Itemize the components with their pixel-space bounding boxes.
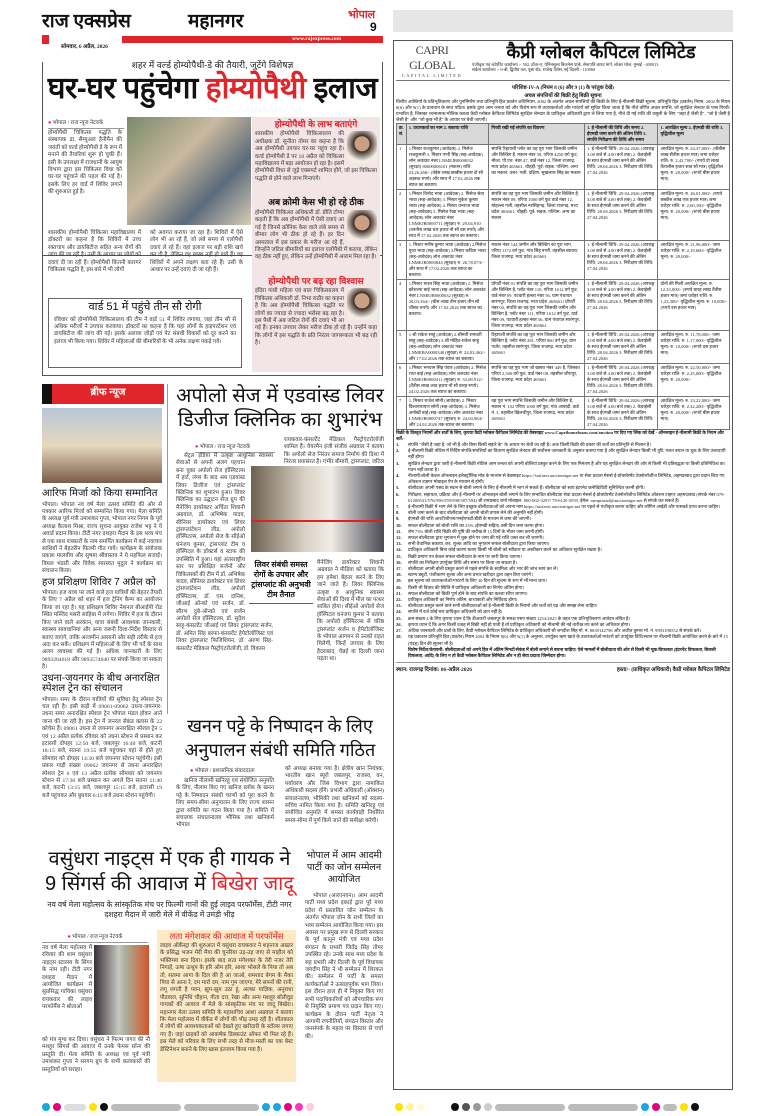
page-number: 9	[370, 20, 377, 34]
body-paragraph: को अवगत कराया जा रहा है। शिविरों में ऐसे लोग भी आ रहे हैं, जो लंबे समय से एलोपैथी दवाएं ले रहे हैं। वहां इलाज पर बड़ी राशि खर्च कर दी है, लेकिन वह स्वस्थ नहीं हो पाये हैं। वह शिविरों में अपने लक्षण बता रहे हैं। उसी के आधार पर उन्हें दवाएं दी जा रही हैं।	[150, 230, 243, 274]
headline-part: घर-घर पहुंचेगा	[47, 72, 206, 105]
ribbon	[251, 520, 384, 522]
company-title: कैप्री ग्लोबल कैपिटल लिमिटेड	[506, 42, 696, 62]
ward-text: रविवार को होम्योपैथी चिकित्सालय की टीम ने वार्ड 51 में शिविर लगाया, जहां तीन सौ से अधिक मरीजों ने उपचार करवाया। डॉक्टरों का कहना है कि यहां लोगों के हाइपरटेंशन एवं डायबिटीज की जांच की गई। इसके अलावा जोड़ों एवं पेट संबंधी विकारों को दूर करने का इलाज भी किया गया। शिविर में महिलाओं की बीमारियों के भी अनेक लक्षण पकड़े गये।	[54, 316, 236, 345]
cell-sr: 6	[397, 364, 407, 397]
term-text: संपत्ति "जैसी है जहां है, जो भी है और बिना किसी सहारे के" के आधार पर बेची जा रही है। अतः किसी बिक्री की प्रकार की शर्तों का प्रतिभूति से मिलान है।	[408, 442, 651, 447]
sidebar-title: अब क्रोमी केस भी हो रहे ठीक	[268, 197, 364, 208]
term-number: 6.	[396, 491, 400, 497]
headline-highlight: होम्योपैथी	[205, 72, 306, 105]
top-grey-strip	[393, 10, 733, 32]
term-number: 21.	[396, 590, 402, 596]
byline: ● भोपाल / राज न्यूज नेटवर्क	[195, 442, 275, 453]
body-paragraph: सेंट्रल इंडिया में उत्कृष्ट आधुनिक स्वास्थ्य सेवाओं से अपनी अलग पहचान बना चुका अपोलो सेज हॉस्पिटल्स में हार्ट, लंग्स के बाद अब एडवांस्ड लिवर डिजीज एवं ट्रांसप्लांट क्लिनिक का शुभारंभ हुआ। लिवर क्लिनिक का उद्घाटन सेज ग्रुप की मैनेजिंग डायरेक्टर अर्चिता शिवानी अग्रवाल, डॉ. अभिषेक यादव, सीनियर डायरेक्टर एवं लिवर ट्रांसप्लांटेशन लीड, अपोलो हॉस्पिटल्स, अपोलो सेज के सीईओ धनंजय कुमार, ट्रांसप्लांट टीम व हॉस्पिटल के डॉक्टर्स व स्टाफ की उपस्थिति में हुआ। यहां अंतरराष्ट्रीय स्तर पर प्रशिक्षित सर्जनों और चिकित्सकों की टीम में डॉ. अभिषेक यादव, सीनियर डायरेक्टर एवं लिवर ट्रांसप्लांटेशन लीड, अपोलो हॉस्पिटल्स, डॉ. एस. दानिश, जीआई ऑन्को एवं सर्जन, डॉ. सौरभ दुबे-ऑन्को एवं सर्जन अपोलो सेज हॉस्पिटल्स, डॉ. सुदेश साहू-कंसल्टेंट जीआई एवं लिवर ट्रांसप्लांट सर्जन, डॉ. अमित सिंह बरफा-कंसल्टेंट हेपेटोलॉजिस्ट एवं लिवर ट्रांसप्लांट फिजिशियन, डॉ. अरुण सिंह-कंसल्टेंट मेडिकल गैस्ट्रोएंटरोलॉजी, डॉ. विकास	[176, 453, 273, 652]
edition-city: भोपाल	[348, 9, 376, 21]
term-text: यह प्रकाशन प्रतिभूति हित (प्रवर्तन) नियम 2002 के नियम 8(6) और 9(1) के अनुसार, उपर्युक्त ऋण खाते के उधारकर्ताओं/गारंटरों को उपर्युक्त तिथि/स्थान पर नीलामी बिक्री आयोजित करने के बारे में 15 (पंद्रह) दिन की सूचना भी है।	[408, 634, 728, 646]
body-paragraph: को अध्यक्ष बनाया गया है। क्षेत्रीय खान नियंत्रक, भारतीय खान ब्यूरो जबलपुर, राजस्व, वन, पर्यावरण और जिस विभाग द्वारा नामांकित अधिकारी सदस्य होंगे। प्रभारी अधिकारी (ऑक्शन) संचालनालय, भौमिकी तथा खनिकर्म को सदस्य-सचिव नामित किया गया है। समिति खनिरहू एवं संयोजित अनुमति में समस्त कार्यवाही निर्धारित समय-सीमा में पूर्ण किये जाने की समीक्षा करेगी।	[285, 766, 384, 824]
brief-title: उधना-जयनगर के बीच अनारक्षित स्पेशल ट्रेन का संचालन	[42, 672, 160, 695]
mining-headline: खनन पट्टे के निष्पादन के लिए अनुपालन संबंधी समिति गठित	[184, 716, 376, 760]
registered-address: पंजीकृत एवं कॉर्पोरेट कार्यालय :- 502, टॉवर-ए, पेनिनसुला बिजनेस पार्क, सेनापति बापट मार्ग, लोअर परेल, मुम्बई - 400013	[472, 61, 659, 67]
headline-part: 9 सिंगर्स की आवाज में	[45, 873, 212, 895]
term-number: 18.	[396, 572, 402, 578]
notice-intro: वित्तीय आस्तियों के प्रतिभूतिकरण और पुनर्निर्माण तथा प्रतिभूति हित प्रवर्तन अधिनियम, 2002 के अंतर्गत अचल संपत्तियों की बिक्री के लिए ई-नीलामी बिक्री सूचना, प्रतिभूति हित (प्रवर्तन) नियम, 2002 के नियम 8(6) और 9(1) के प्रावधान के साथ पठित। इसके द्वारा आम जनता को और विशेष रूप से उधारकर्ताओं और गारंटरों को सूचित किया जाता है कि नीचे वर्णित अचल संपत्ति, जो सुरक्षित लेनदार के पास गिरवी/प्रभारित है, जिसका रचनात्मक/भौतिक कब्जा कैप्री ग्लोबल कैपिटल लिमिटेड सुरक्षित लेनदार के प्राधिकृत अधिकारी द्वारा ले लिया गया है, नीचे दी गई राशि की वसूली के लिए "जहां है जैसी है", "जो है जैसी है जैसी है" और "जो कुछ भी है" के आधार पर बेची जाएगी।	[396, 99, 730, 122]
term-text: किसी भी विवाद की स्थिति में प्राधिकृत अधिकारी का निर्णय अंतिम होगा।	[408, 584, 525, 590]
award-photo	[42, 408, 162, 483]
term-number: 23.	[396, 603, 402, 609]
body-paragraph: शासकीय होम्योपैथी चिकित्सा महाविद्यालय में डॉक्टरों का कहना है कि शिविरों में उच्च रक्तचाप और डायबिटीज सहित अन्य रोगों की जांच की जा रही है। उसी के आधार पर लोगों को दवाएं दी जा रही हैं। होम्योपैथी कितनी कारगर चिकित्सा पद्धति है, इस बारे में भी लोगों	[48, 230, 141, 274]
term-text: इस सूचना को उधारकर्ताओं/गारंटरों के लिए 30 दिन की सूचना के रूप में भी माना जाए।	[408, 578, 547, 584]
cell-dates: 1. ई-नीलामी तिथि: 29.04.2026 (अपराह्न 3.00 बजे से 4.00 बजे तक) 2. केवाईसी के साथ ईएमडी जमा करने की अंतिम तिथि: 28.04.2026 3. निरीक्षण की तिथि: 27.04.2026	[584, 190, 657, 241]
cell-borrower: 1.मिस्टर राजकुमार (आवेदक) 2. मिसेज राजकुमारी 3. मिस्टर पप्पी सिंह (सह-आवेदक) लोन अकाउंट नंबर LNMEJB0000032 (सुरक्षा) 80000006101 (मकान) राशि: 23,26,268/- (तेईस लाख छब्बीस हजार दो सौ अड़सठ रुपये) और साथ में 17.02.2026 तक ब्याज का बकाया।	[406, 145, 489, 190]
property-table	[396, 123, 730, 430]
cell-dates: 1. ई-नीलामी तिथि: 29.04.2026 (अपराह्न 3.00 बजे से 4.00 बजे तक) 2. केवाईसी के साथ ईएमडी जमा करने की अंतिम तिथि: 28.04.2026 3. निरीक्षण की तिथि: 27.04.2026	[584, 364, 657, 397]
cell-property: रिहायशी संपत्ति का वह पूरा भाग जिसकी जमीन और बिल्डिंग है, प्लॉट नंबर 281, एरिया 860 वर्ग फुट, ग्राम पचोर, तहसील सारंगपुर, जिला राजगढ़, मध्य प्रदेश 465661	[489, 331, 585, 364]
table-row	[397, 190, 730, 241]
appendix: परिशिष्ट-IV-A (नियम 8 (6) और 9 (1) के परंतुक देखें)	[512, 85, 614, 91]
term-text: ई-नीलामी बिक्री में भाग लेने के लिए इच्छुक बोलीदाताओं को अपना नाम https://sarfaesi.auctiontiger.net पर पहले से पंजीकृत करना चाहिए और लॉगिन आईडी और पासवर्ड प्राप्त करना चाहिए।	[408, 504, 721, 510]
ward-title: वार्ड 51 में पहुंचे तीन सौ रोगी	[88, 301, 202, 313]
term-number: 17.	[396, 566, 402, 572]
cell-price: आरक्षित मूल्य: रु. 21,96,000/- जमा धरोहर राशि: रु. 2,19,600/- वृद्धिशील मूल्य: रु. 20,000/-	[658, 241, 730, 280]
place-date: स्थान: राजगढ़ दिनांक: 06-अप्रैल-2026	[396, 666, 473, 673]
cell-borrower: 1.मिस्टर विनोद भावा (आवेदक) 2. मिसेज सेवा भावा (सह-आवेदक) 3. मिस्टर मुकेश कुमार भावा (सह-आवेदक) 4. मिस्टर धनराज भावा (सह-आवेदक) 5. मिसेज रेखा भावा (सह-आवेदक) लोन अकाउंट नंबर LNMEJB0000711 (सुरक्षा) रु. 29,04,910 (उनतीस लाख चार हजार नौ सौ दस रुपये) और साथ में 17.02.2026 तक ब्याज का बकाया।	[406, 190, 489, 241]
camp-photo	[127, 117, 251, 225]
term-text: ईएमडी की राशि आरटीजीएस/एनईएफटी/डीडी के माध्यम से जमा की जाएगी।	[408, 516, 532, 522]
term-item	[396, 634, 730, 646]
sidebar-title: होम्योपैथी के लाभ बताएंगे	[274, 119, 358, 129]
expert-photo	[347, 210, 377, 242]
registration-marks	[395, 1098, 702, 1116]
term-text: अधिक जानकारी और प्रश्नों के लिए, कैप्री ग्लोबल कैपिटल लिमिटेड के प्राधिकृत अधिकारी श्री जगदीश सिंह मो. नं. 8839142796 और अजीत कुमार मो. नं. 9993198552 से संपर्क करें।	[408, 628, 701, 634]
term-number: 20.	[396, 584, 402, 590]
table-row	[397, 397, 730, 430]
table-row	[397, 364, 730, 397]
signature: हस्ता/- (प्राधिकृत अधिकारी) कैप्री ग्लोबल कैपिटल लिमिटेड	[616, 666, 730, 673]
cell-price: आरक्षित मूल्य: रु. 24,37,000/- (चौबीस लाख सैंतीस हजार मात्र) जमा धरोहर राशि: रु. 2,43,700/- (रुपये दो लाख तैंतालीस हजार सात सौ मात्र) वृद्धिशील मूल्य: रु. 20,000/- (रुपये बीस हजार मात्र)	[658, 145, 730, 190]
cell-borrower: 1. मिस्टर राजेश सोनी (आवेदक) 2. मिस्टर विश्वनारायण सोनी (सह-आवेदक) 3. मिसेज अनोखी बाई (सह-आवेदक) लोन अकाउंट नंबर LNMEJB0000747 (सुरक्षा) रु. 24,04,964/- और 24.02.2026 तक ब्याज का बकाया।	[406, 397, 489, 430]
sidebar-entry	[255, 131, 377, 195]
table-row	[397, 331, 730, 364]
aap-headline: भोपाल में आम आदमी पार्टी का जोन सम्मेलन आयोजित	[306, 850, 382, 885]
cell-property: संपत्ति का वह पूरा भाग जिसकी जमीन और बिल्डिंग है, मकान नंबर 09, एरिया 1000 वर्ग फुट वार्ड नंबर 12, मोहल्ला गली, तहसील नरसिंहगढ़, जिला राजगढ़, मध्य प्रदेश 465661, चौहद्दी: पूर्व: सड़क, पश्चिम: अन्य का मकान	[489, 190, 585, 241]
body-paragraph: नव वर्ष मेला महोत्सव में रविवार की शाम वसुंधरा नाइट्स स्टारस्य के सिंगर के नाम रही। टीटी नगर दशहरा मैदान में आयोजित कार्यक्रम में सुप्रसिद्ध गायिका वसुंधरा रायकवार की लाइव परफॉर्मेंस ने श्रोताओं	[42, 945, 92, 1011]
term-text: ई-नीलामी बिक्री नोटिस में निर्दिष्ट संपत्ति/संपत्तियों का विवरण सुरक्षित लेनदार की सर्वोत्तम जानकारी के अनुसार बताया गया है और सुरक्षित लेनदार किसी भी त्रुटि, गलत बयान या चूक के लिए उत्तरदायी नहीं होगा।	[408, 448, 726, 460]
table-header: 1. ई-नीलामी की तिथि और समय 2. ईएमडी जमा करने की अंतिम तिथि 3. संपत्ति निरीक्षण की तिथि और समय	[584, 124, 657, 145]
term-text: सभी वैधानिक बकाया, कर, शुल्क आदि का भुगतान सफल बोलीदाता द्वारा किया जाएगा।	[408, 541, 550, 547]
body-paragraph: खनिज नीलामी खनिरहू एवं संयोजित अनुमति के लिए, नीलाम किए गए खनिज ब्लॉक के खनन पट्टे के निष्पादन संबंधी चरणों को पूरा करने के लिए समय-सीमा अनुपालन के लिए राज्य शासन द्वारा समिति का गठन किया गया है। समिति में संचालक संचालनालय भौमिक तथा खनिकर्म भोपाल	[176, 778, 274, 829]
table-row	[397, 145, 730, 190]
auction-notice-ad	[393, 40, 733, 1090]
inauguration-photo	[251, 466, 384, 552]
term-number: 14.	[396, 547, 402, 553]
body-paragraph: होम्योपैथी चिकित्सा पद्धति के संस्थापक डा. सैम्युअल हैनीमैन की जयंती को वर्ल्ड होम्योपैथी डे के रूप में मनाने की तैयारियां शुरू हो चुकी हैं। इसी के उपलक्ष्य में राजधानी के आयुष विभाग द्वारा इस चिकित्सा विधा को घर-घर पहुंचाने की पहल की गई है। इसके लिए हर वार्ड में शिविर लगाने की शुरुआत हुई है।	[48, 130, 122, 196]
term-text: बोलीदाता अपनी पसंद के स्थान से बोली लगाने के लिए ई-नीलामी में भाग ले सकते हैं। बोलीदाता को स्वयं इंटरनेट कनेक्टिविटी सुनिश्चित करनी होगी।	[408, 485, 645, 491]
term-text: बोली जमा करने के बाद बोलीदाता को अपनी बोली वापस लेने की अनुमति नहीं होगी।	[408, 510, 544, 516]
special-instruction: विशेष निर्देश/चेतावनी: बोलीदाताओं को अपने हित में अंतिम मिनटों/सेकंड में बोली लगाने से बचना चाहिए। ऐसे मामलों में बोलीदाता की ओर से किसी भी चूक/विफलता (इंटरनेट विफलता, बिजली विफलता, आदि) के लिए न तो कैप्री ग्लोबल कैपिटल लिमिटेड और न ही सेवा प्रदाता जिम्मेदार होगा।	[408, 646, 716, 658]
expert-photo	[347, 131, 377, 163]
box-text: लाइव ऑर्केस्ट्रा की शुरुआत में वसुंधरा रायकवार ने शहनाज अख्तर के प्रसिद्ध भजन मेरी मैया की चुनरिया उड़-उड़ जाए से माहौल को भक्तिमय बना दिया। इसके बाद लता मंगेशकर के तेरी नजर तेरी निगाहें, ऊषा उत्थुप के हरि ओम हरि, आशा भोसले के पिया तो अब तो, सलमा आगा के दिल की है आ जाओ, शमशाद बेगम के मैका पिया से आना रे, दम मारो दम, नाम गुम जाएगा, मेरे सपनों की रानी, लगू लगती है पवन, झूम-झूम उठा हूं, अल्का याज्ञिक, अनुराधा पौडवाल, सुनिधि चौहान, गीता दत्त, रेखा और अन्य मशहूर बॉलीवुड गायकों की आवाज में मेले के सांस्कृतिक मंच पर जादू बिखेरा। महानगर मेला उत्सव समिति के महासचिव आशा अग्रवाल ने बताया कि मेला महोत्सव में वीकेंड में लोगों की भीड़ उमड़ रही है। शीतकाल में लोगों की आवश्यकताओं को देखते हुए खरीदारी के स्टॉल्स लगाए गए हैं। जहां ग्राहकों को आकर्षक डिस्काउंट ऑफर भी मिल रहे हैं। इस मेले को परिवार के लिए सभी तरह से मौज-मस्ती का एक बेस्ट डेस्टिनेशन बनाने के लिए खास इंतजाम किया गया है।	[160, 942, 293, 1053]
cell-price: दोनों की मिली आरक्षित मूल्य: रु. 12,33,000/- (रुपये बारह लाख तैंतीस हजार मात्र) जमा धरोहर राशि: रु. 1,23,300/- वृद्धिशील मूल्य: रु. 10,000/- (रुपये दस हजार मात्र)	[658, 280, 730, 331]
term-text: कृपया ध्यान दें कि अगर किसी वजह से बिक्री नहीं हो पाती है तो प्राधिकृत अधिकारी को नीलामी की नई तारीख तय करने का अधिकार होगा।	[408, 621, 631, 627]
cell-price: आरक्षित मूल्य: रु. 22,50,000/- जमा धरोहर राशि: रु. 2,25,000/- वृद्धिशील मूल्य: रु. 20,000/-	[658, 364, 730, 397]
term-number: 26.	[396, 621, 402, 627]
term-text: प्राधिकृत अधिकारी बिना कोई कारण बताए किसी भी बोली को स्वीकार या अस्वीकार करने का अधिकार सुरक्षित रखता है।	[408, 547, 602, 553]
brief-text: भोपाल। भोपाल नव वर्ष मेला उत्सव समिति की ओर से पत्रकार आरिफ मिर्जा को सम्मानित किया गया। मेला समिति के अध्यक्ष पूर्व मंत्री उमाशंकर गुप्ता, भोपाल नगर निगम के पूर्व अध्यक्ष कैलाश मिश्रा, राज्य सूचना आयुक्त राजेश भट्ट ने ये अवार्ड प्रदान किया। टीटी नगर दशहरा मैदान के इस भव्य मंच से एक साथ पत्रकारों के नाम समर्पित कार्यक्रम में कई नवाचार साथियों ने बेहतरीन फिल्मी गीत गाये। कार्यक्रम के संयोजक प्रकाश मालवीय और सुषमा श्रीवास्तव ने ये महफिल सजाई। विमल भंडारी और विवेक सारस्वत मुदुल ने कार्यक्रम का संचालन किया।	[42, 501, 162, 575]
brief-text: भोपाल। समर के दौरान यात्रियों की सुविधा हेतु स्पेशल ट्रेन चल रही है। इसी कड़ी में 09061-09062 उधना-जयनगर-उधना समर अनारक्षित स्पेशल ट्रेन भोपाल मंडल होकर आने जाना की जा रही है। इस ट्रेन में जनरल सेकंड क्लास के 22 कोचेस हैं। 09061 उधना से जयनगर अनारक्षित स्पेशल ट्रेन 5 एवं 12 अप्रैल प्रत्येक रविवार को उधना स्टेशन से प्रस्थान कर इटारसी दोपहर 12:50 बजे, जबलपुर 16:40 बजे, कटनी 18:15 बजे, सतना 19:55 बजे पहुंचकर वहां से होते हुए सोमवार को दोपहर 14:30 बजे जयनगर स्टेशन पहुंचेगी। इसी प्रकार गाड़ी संख्या 09062 जयनगर से उधना अनारक्षित स्पेशल ट्रेन 6 एवं 13 अप्रैल प्रत्येक सोमवार को जयनगर स्टेशन से 17:30 बजे प्रस्थान कर अगले दिन सतना 11:40 बजे, कटनी 13:15 बजे, जबलपुर 15:15 बजे, इटारसी 19 बजे पहुंचकर और बुधवार 6:15 बजे उधना स्टेशन पहुंचेगी।	[42, 696, 162, 799]
circle-address: सर्कल कार्यालय :- 9-बी, द्वितीय तल, पूसा रोड, राजेन्द्र पैलेस, नई दिल्ली - 110060	[472, 67, 596, 73]
term-item	[396, 473, 730, 485]
term-number: 16.	[396, 559, 402, 565]
capri-logo	[396, 43, 468, 78]
term-number: 12.	[396, 535, 402, 541]
term-text: संपत्ति का निरीक्षण उपर्युक्त तिथि और समय पर किया जा सकता है।	[408, 559, 518, 565]
term-number: 10.	[396, 522, 402, 528]
headline	[42, 73, 383, 105]
table-header: 1. आरक्षित मूल्य 2. ईएमडी की राशि 3. वृद्धिशील मूल्य	[658, 124, 730, 145]
cell-sr: 7	[397, 397, 407, 430]
column-divider	[167, 384, 168, 714]
term-text: बोलीदाता अपनी बोली प्रस्तुत करने से पहले संपत्ति के स्वामित्व और भार की जांच स्वयं कर लें।	[408, 566, 558, 572]
term-number: 19.	[396, 578, 402, 584]
term-number: 7.	[396, 504, 400, 510]
byline: ● भोपाल / प्रशासनिक संवाददाता	[190, 766, 272, 777]
body-paragraph: मैनेजिंग डायरेक्टर शिवानी अग्रवाल ने मीडिया को बताया कि हम हमेशा बेहतर करने के लिए जाने जाते हैं। लिवर क्लिनिक उत्कृष्ट व आधुनिक स्वास्थ्य सेवाओं की दिशा में मील का पत्थर साबित होगा। सीईओ अपोलो सेज हॉस्पिटल धनंजय कुमार ने बताया कि अपोलो हॉस्पिटल्स से वरिष्ठ ट्रांसप्लांट सर्जन व हेपेटोलॉजिस्ट के भोपाल आगमन से उनको राहत मिलेगी, जिन्हें उपचार के लिए हैदराबाद, चेन्नई या दिल्ली जाना पड़ता था।	[317, 560, 384, 663]
cell-borrower: 1.श्री राकेश साहू (आवेदक) 2.श्रीमती रामवती साहू (सह-आवेदक) 3.श्री मोहित राकेश साहू (सह-आवेदक) लोन अकाउंट नंबर LNMEBA0000340 (सुरक्षा) रु. 24,03,462/- और 17.02.2026 तक ब्याज का बकाया।	[406, 331, 489, 364]
term-item	[396, 461, 730, 473]
pull-quote: लिवर संबंधी समस्त रोगों के उपचार और ट्रांसप्लांट की अनुभवी टीम तैनात	[249, 560, 313, 604]
term-text: निरीक्षण, सहायता, प्रक्रिया और ई-नीलामी पर ऑनलाइन बोली लगाने के लिए संभावित बोलीदाता सेवा प्रदाता मेसर्स ई-प्रोक्योरमेंट टेक्नोलॉजीज लिमिटेड ऑक्शन टाइगर अहमदाबाद (संपर्क नंबर 079-61200531/576/596/559/598/587/594) श्री रामप्रसाद शर्मा मोबाइल: 800-002-3297/ 79-6120 0559, ईमेल: ramprasad@auctiontiger.net से संपर्क कर सकते हैं।	[408, 491, 725, 503]
term-text: सुरक्षित लेनदार द्वारा जारी ई-नीलामी बिक्री नोटिस आम जनता को अपनी बोलियां प्रस्तुत करने के लिए एक निमंत्रण है और यह सुरक्षित लेनदार की ओर से किसी भी प्रतिबद्धता या किसी प्रतिनिधित्व का गठन नहीं करता है।	[408, 460, 725, 472]
term-item	[396, 448, 730, 460]
cell-property: संपत्ति का वह पूरा भाग जो खसरा नंबर 449 है, जिसका एरिया 2,500 वर्ग फुट, वार्ड नंबर 08, तहसील जीरापुर, जिला राजगढ़, मध्य प्रदेश 465661	[489, 364, 585, 397]
brief-label-text: ब्रीफ न्यूज	[90, 387, 126, 398]
term-number: 11.	[396, 528, 402, 534]
body-paragraph: को मंत्र मुग्ध कर दिया। वसुंधरा ने फिल्म जगत की नौ मशहूर सिंगर्स की आवाज में उनके फेमस सॉन्ग की प्रस्तुति दी। मेला समिति के अध्यक्ष एवं पूर्व मंत्री उमाशंकर गुप्ता ने सरगम ग्रुप के सभी कलाकारों की प्रस्तुतियों को सराहा।	[42, 1037, 150, 1073]
performance-box	[157, 930, 296, 1082]
term-item	[396, 492, 730, 504]
concert-headline	[42, 847, 297, 897]
cell-property: वह पूरा भाग संपत्ति जिसकी जमीन और बिल्डिंग है, मकान नं. 102 एरिया 1000 वर्ग फुट, गांव आबादी, वार्ड नं. 3, तहसील खिलचीपुर, जिला राजगढ़, मध्य प्रदेश 465661	[489, 397, 585, 430]
term-number: 2.	[396, 448, 400, 454]
cell-property: प्रॉपर्टी नंबर 01 संपत्ति का वह पूरा भाग जिसकी जमीन और बिल्डिंग है, प्लॉट नंबर 110, एरिया 1612 वर्ग फुट, वार्ड नंबर 09, पटवारी हल्का नंबर 56, ग्राम पंचायत सारंगपुर, जिला राजगढ़, मध्य प्रदेश 465661। प्रॉपर्टी नंबर 02, संपत्ति का वह पूरा भाग जिसकी जमीन और बिल्डिंग है, प्लॉट नंबर 111, एरिया 1612 वर्ग फुट, वार्ड नंबर 09, पटवारी हल्का नंबर 56, ग्राम पंचायत सारंगपुर, जिला राजगढ़, मध्य प्रदेश 465661	[489, 280, 585, 331]
brief-text: भोपाल। हज यात्रा पर जाने वाले हज यात्रियों की बेहतर तैयारी के लिए 7 अप्रैल को शहर में हज ट्रेनिंग कैम्प का आयोजन किया जा रहा है। यह प्रशिक्षण शिविर नेशनल बीआईपी रोड स्थित मस्जिद मसरी साहिबा में लगेगा। शिविर में हज के दौरान किए जाने वाले अरकान, यात्रा संबंधी आवश्यक जानकारी, स्वास्थ्य सावधानियां और अन्य जरूरी दिशा-निर्देश विस्तार से बताए जाएंगे, ताकि आजमीन आसानी और सही तरीके से हज अदा कर सकें। प्रशिक्षण में महिलाओं के लिए भी पर्दे के साथ अलग व्यवस्था की गई है। अधिक जानकारी के लिए 9893264618 और 9893574040 पर संपर्क किया जा सकता है।	[42, 590, 162, 671]
notice-title: अचल संपत्तियों की बिक्री हेतु बिक्री सूचना	[524, 93, 602, 99]
kicker-text: शहर में वर्ल्ड होम्योपैथी-डे की तैयारी, जुटेंगे विशेषज्ञ	[128, 60, 298, 70]
cell-borrower: 1. मिस्टर मनीष कुमार भावा (आवेदक) 2.मिसेज पूजा भावा (सह-आवेदक) 3.मिस्टर कविता भावा (सह-आवेदक) लोन अकाउंट नंबर LNMEJB0000844 (सुरक्षा) रु. 26,78,073/- और साथ में 17.02.2026 तक ब्याज का बकाया।	[406, 241, 489, 280]
terms-intro: बिक्री के विस्तृत नियमों और शर्तों के लिए, कृपया कैप्री ग्लोबल कैपिटल लिमिटेड की वेबसाइट www.Caprihomeloans.com/auction पर दिए गए लिंक को देखें - ऑनलाइन ई-नीलामी बिक्री के नियम और शर्तें:-	[396, 430, 724, 441]
cell-property: मकान नंबर 144 जमीन और बिल्डिंग का पूरा भाग, एरिया 1172 वर्ग फुट, गांव सिंह नगरी, तहसील ब्यावरा, जिला राजगढ़, मध्य प्रदेश 465661	[489, 241, 585, 280]
term-text: नीलामी/बोली केवल ऑनलाइन इलेक्ट्रॉनिक मोड के माध्यम से वेबसाइट https://sarfaesi.auctiontiger.net या सेवा प्रदाता मेसर्स ई-प्रोक्योरमेंट टेक्नोलॉजीज लिमिटेड, अहमदाबाद द्वारा प्रदान किए गए ऑक्शन टाइगर मोबाइल ऐप के माध्यम से होगी।	[408, 473, 725, 485]
term-number: 3.	[396, 460, 400, 466]
sidebar-text: होम्योपैथी चिकित्सा अधिकारी डॉ. प्रीति टोप्पा कहती हैं कि अब होम्योपैथी में ऐसी दवाएं आ गई हैं जिनसे क्रोनिक केस वाले लंबे समय से बीमार लोग भी ठीक हो रहे हैं। हर दिन अस्पताल में इस प्रकार के मरीज आ रहे हैं, जिन्होंने जटिल बीमारियों का इलाज एलोपैथी में कराया, लेकिन वह ठीक नहीं हुए, लेकिन उन्हें होम्योपैथी में आराम मिल रहा है।	[255, 209, 377, 261]
table-header: क्र. सं.	[397, 124, 407, 145]
brief-title: हज प्रशिक्षण शिविर 7 अप्रैल को	[42, 576, 156, 588]
kicker	[42, 58, 383, 71]
headline-part: इलाज	[305, 72, 378, 105]
cell-price: आरक्षित मूल्य: रु. 26,01,000/- (रुपये छब्बीस लाख एक हजार मात्र) जमा धरोहर राशि: रु. 2,60,100/- वृद्धिशील मूल्य: रु. 20,000/- (रुपये बीस हजार मात्र)	[658, 190, 730, 241]
headline-highlight: बिखेरा जादू	[211, 873, 294, 895]
byline: ● भोपाल / राज न्यूज नेटवर्क	[42, 932, 148, 943]
term-number: 9.	[396, 516, 400, 522]
body-paragraph: भोपाल (आरएनएन)। आम आदमी पार्टी मध्य प्रदेश इकाई द्वारा पूरे मध्य प्रदेश में प्रस्तावित जोन सम्मेलन के अंतर्गत भोपाल जोन के सभी जिलों का भव्य सम्मेलन आयोजित किया गया। इस अवसर पर प्रमुख रूप से दिल्ली सरकार के पूर्व कानून मंत्री एवं मध्य प्रदेश संगठन के प्रभारी जितेंद्र सिंह तोमर उपस्थित रहे। उनके साथ मध्य प्रदेश के सह प्रभारी और दिल्ली के पूर्व विधायक जगदीप सिंह ने भी सम्मेलन में शिरकत की। सम्मेलन में पार्टी के समस्त कार्यकर्ताओं ने उत्साहपूर्वक भाग लिया। इस दौरान हाल ही में नियुक्त किए गए सभी पदाधिकारियों को औपचारिक रूप से नियुक्ति प्रमाण पत्र प्रदान किए गए। कार्यक्रम के दौरान पार्टी नेतृत्व ने आगामी रणनीतियों, संगठन विस्तार और जनसंपर्क के महत्व पर विस्तार से चर्चा की।	[305, 893, 383, 1040]
terms-list	[396, 442, 730, 647]
term-number: 24.	[396, 609, 402, 615]
table-row	[397, 241, 730, 280]
cell-price: आरक्षित मूल्य: रु. 23,22,000/- जमा धरोहर राशि: रु. 2,32,200/- वृद्धिशील मूल्य: रु. 20,000/- (रुपये बीस हजार मात्र)	[658, 397, 730, 430]
concert-subhead: नव वर्ष मेला महोत्सव के सांस्कृतिक मंच पर फिल्मी गानों की हुई लाइव परफॉर्मेंस, टीटी नगर दशहरा मैदान में जारी मेले में वीकेंड में उमड़ी भीड़	[47, 900, 292, 919]
headline-line: वसुंधरा नाइट्स में एक ही गायक ने	[48, 848, 291, 870]
table-header: गिरवी रखी गई संपत्ति का विवरण	[489, 124, 585, 145]
body-paragraph: रायकवार-कंसल्टेंट मेडिकल गैस्ट्रोएंटरोलॉजी शामिल हैं। चेयरमैन इंजी संजीव अग्रवाल ने बताया कि अपोलो सेज निरंतर समाज निर्माण की दिशा में निरंतर प्रयासरत है। गंभीर बीमारी, ट्रांसप्लांट, जटिल	[284, 437, 384, 466]
apollo-headline: अपोलो सेज में एडवांस्ड लिवर डिजीज क्लिनिक का शुभारंभ	[176, 385, 384, 431]
term-number: 5.	[396, 485, 400, 491]
date-block	[42, 35, 122, 50]
section-name: महानगर	[188, 11, 244, 32]
table-row	[397, 280, 730, 331]
term-number: 8.	[396, 510, 400, 516]
sidebar-title: होम्योपैथी पर बढ़ रहा विश्वास	[268, 275, 364, 286]
cell-sr: 1	[397, 145, 407, 190]
brief-news-list	[42, 487, 162, 800]
byline: ● भोपाल / राज न्यूज नेटवर्क	[48, 118, 124, 129]
term-number: 4.	[396, 473, 400, 479]
term-text: क्रम संख्या 4 के लिए कृपया ध्यान दें कि डीआरटी जबलपुर के समक्ष एसए संख्या 1254/2025 के तहत एक प्रतिभूतिकरण आवेदन लंबित है।	[408, 615, 631, 621]
term-text: सफल बोलीदाता को बोली राशि का 25% (ईएमडी सहित) उसी दिन जमा करना होगा।	[408, 522, 544, 528]
story-border	[42, 256, 383, 376]
paper-name: राज एक्सप्रेस	[42, 11, 131, 32]
term-number: 1.	[396, 442, 400, 447]
sidebar-text: शासकीय होम्योपैथी चिकित्सालय की अधीक्षक डॉ. सुनीता तोमर का कहना है कि अब होम्योपैथी उपचार घर-घर पहुंच रहा है। वर्ल्ड होम्योपैथी डे पर 10 अप्रैल को चिकित्सा महाविद्यालय में बड़ा आयोजन हो रहा है। इसमें होम्योपैथी विधा से जुड़े एक्सपर्ट शामिल होंगे, जो इस चिकित्सा पद्धति से होने वाले लाभ गिनाएंगे।	[255, 131, 377, 182]
cell-borrower: 1.मिस्टर भारत सिंह भावा (आवेदक) 2. मिसेज कौशल्या बाई भावा (सह-आवेदक) लोन अकाउंट नंबर LNMEJB0000632 (सुरक्षा) रु. 20,03,364/- (बीस लाख तीन हजार तीन सौ चौंसठ रुपये) और 17.02.2026 तक ब्याज का बकाया।	[406, 280, 489, 331]
cell-price: आरक्षित मूल्य: रु. 11,70,000/- जमा धरोहर राशि: रु. 1,17,000/- वृद्धिशील मूल्य: रु. 10,000/- (रुपये दस हजार मात्र)	[658, 331, 730, 364]
term-text: स्टाम्प ड्यूटी, पंजीकरण शुल्क और अन्य प्रभार खरीदार द्वारा वहन किए जाएंगे।	[408, 572, 533, 578]
cell-dates: 1. ई-नीलामी तिथि: 29.04.2026 (अपराह्न 3.00 बजे से 4.00 बजे तक) 2. केवाईसी के साथ ईएमडी जमा करने की अंतिम तिथि: 28.04.2026 3. निरीक्षण की तिथि: 27.04.2026	[584, 331, 657, 364]
brief-news-label	[42, 384, 164, 404]
logo-main: CAPRI GLOBAL	[409, 43, 455, 72]
term-text: बिक्री प्रमाण पत्र केवल सफल बोलीदाता के नाम पर जारी किया जाएगा।	[408, 553, 523, 559]
term-number: 15.	[396, 553, 402, 559]
singer-photo	[94, 945, 149, 1035]
term-number: 25.	[396, 615, 402, 621]
cell-property: संपत्ति रिहायशी प्लॉट का वह पूरा भाग जिसकी जमीन और बिल्डिंग है, मकान नंबर 58, एरिया 4250 वर्ग फुट, मौजा, पी.एच. नंबर 47, वार्ड नंबर 12, जिला राजगढ़, मध्य प्रदेश 465661, चौहद्दी: पूर्व: सड़क, पश्चिम: अन्य का मकान, उत्तर: गली, दक्षिण: सुखलाल सिंह का मकान	[489, 145, 585, 190]
table-header: 1. उधारकर्ता का नाम 2. बकाया राशि	[406, 124, 489, 145]
cell-sr: 3	[397, 241, 407, 280]
term-text: सफल बोलीदाता को बिक्री पूर्ण होने के बाद संपत्ति का कब्जा सौंपा जाएगा।	[408, 590, 528, 596]
cell-dates: 1. ई-नीलामी तिथि: 29.04.2026 (अपराह्न 3.00 बजे से 4.00 बजे तक) 2. केवाईसी के साथ ईएमडी जमा करने की अंतिम तिथि: 28.04.2026 3. निरीक्षण की तिथि: 27.04.2026	[584, 241, 657, 280]
cell-sr: 5	[397, 331, 407, 364]
term-number: 28.	[396, 634, 402, 640]
term-text: प्राधिकृत अधिकारी का निर्णय अंतिम, बाध्यकारी और निर्विवाद होगा।	[408, 597, 518, 603]
term-number: 22.	[396, 597, 402, 603]
term-text: संपत्ति में दर्ज कोई भार प्राधिकृत अधिकारी को ज्ञात नहीं है।	[408, 609, 503, 615]
registration-marks	[42, 1098, 317, 1116]
term-text: शेष 75% बोली राशि बिक्री की पुष्टि की तारीख से 15 दिनों के भीतर जमा करनी होगी।	[408, 528, 545, 534]
box-title: लता मंगेशकर की आवाज में परफॉर्मेंस	[169, 931, 284, 941]
cell-dates: 1. ई-नीलामी तिथि: 29.04.2026 (अपराह्न 3.00 बजे से 4.00 बजे तक) 2. केवाईसी के साथ ईएमडी जमा करने की अंतिम तिथि: 28.04.2026 3. निरीक्षण की तिथि: 27.04.2026	[584, 145, 657, 190]
logo-sub: CAPITAL LIMITED	[401, 73, 463, 78]
cell-dates: 1. ई-नीलामी तिथि: 29.04.2026 (अपराह्न 3.00 बजे से 4.00 बजे तक) 2. केवाईसी के साथ ईएमडी जमा करने की अंतिम तिथि: 28.04.2026 3. निरीक्षण की तिथि: 27.04.2026	[584, 280, 657, 331]
issue-date: सोमवार, 6 अप्रैल, 2026	[61, 44, 108, 50]
term-number: 13.	[396, 541, 402, 547]
sidebar-text: इंदिरा गांधी महिला एवं बाल चिकित्सालय में चिकित्सा अधिकारी डॉ. निभा राठौर का कहना है कि अब होम्योपैथी चिकित्सा पद्धति पर लोगों का ज्यादा से ज्यादा भरोसा बढ़ रहा है। इस पैथी में अब जटिल रोगों की दवाएं भी आ गई हैं। इनका उपचार लेकर मरीज ठीक हो रहे हैं। उन्होंने कहा कि लोगों में इस पद्धति के प्रति निरंतर जागरूकता भी बढ़ रही है।	[255, 288, 377, 347]
brief-title: आरिफ मिर्जा को किया सम्मानित	[42, 488, 158, 499]
cell-sr: 4	[397, 280, 407, 331]
site-url[interactable]: www.rajexpress.com	[292, 36, 342, 42]
term-text: सफल बोलीदाता द्वारा भुगतान में चूक होने पर जमा की गई राशि जब्त कर ली जाएगी।	[408, 535, 544, 541]
cell-sr: 2	[397, 190, 407, 241]
cell-borrower: 1.मिस्टर भगवान सिंह पंवार (आवेदक) 2. मिसेज राधा बाई (सह-आवेदक) लोन अकाउंट नंबर LNMEJB0000411 (सुरक्षा) रु. 33,08,912/- (तैंतीस लाख आठ हजार नौ सौ बारह रुपये) 24.02.2026 तक ब्याज का बकाया।	[406, 364, 489, 397]
cell-dates: 1. ई-नीलामी तिथि: 29.04.2026 (अपराह्न 3.00 बजे से 4.00 बजे तक) 2. केवाईसी के साथ ईएमडी जमा करने की अंतिम तिथि: 28.04.2026 3. निरीक्षण की तिथि: 27.04.2026	[584, 397, 657, 430]
term-number: 27.	[396, 628, 402, 634]
term-text: बोलीदाता प्रस्तुत करने वाले सभी बोलीदाताओं को ई-नीलामी बिक्री के नियमों और शर्तों को पढ़ और समझ लेना चाहिए।	[408, 603, 598, 609]
